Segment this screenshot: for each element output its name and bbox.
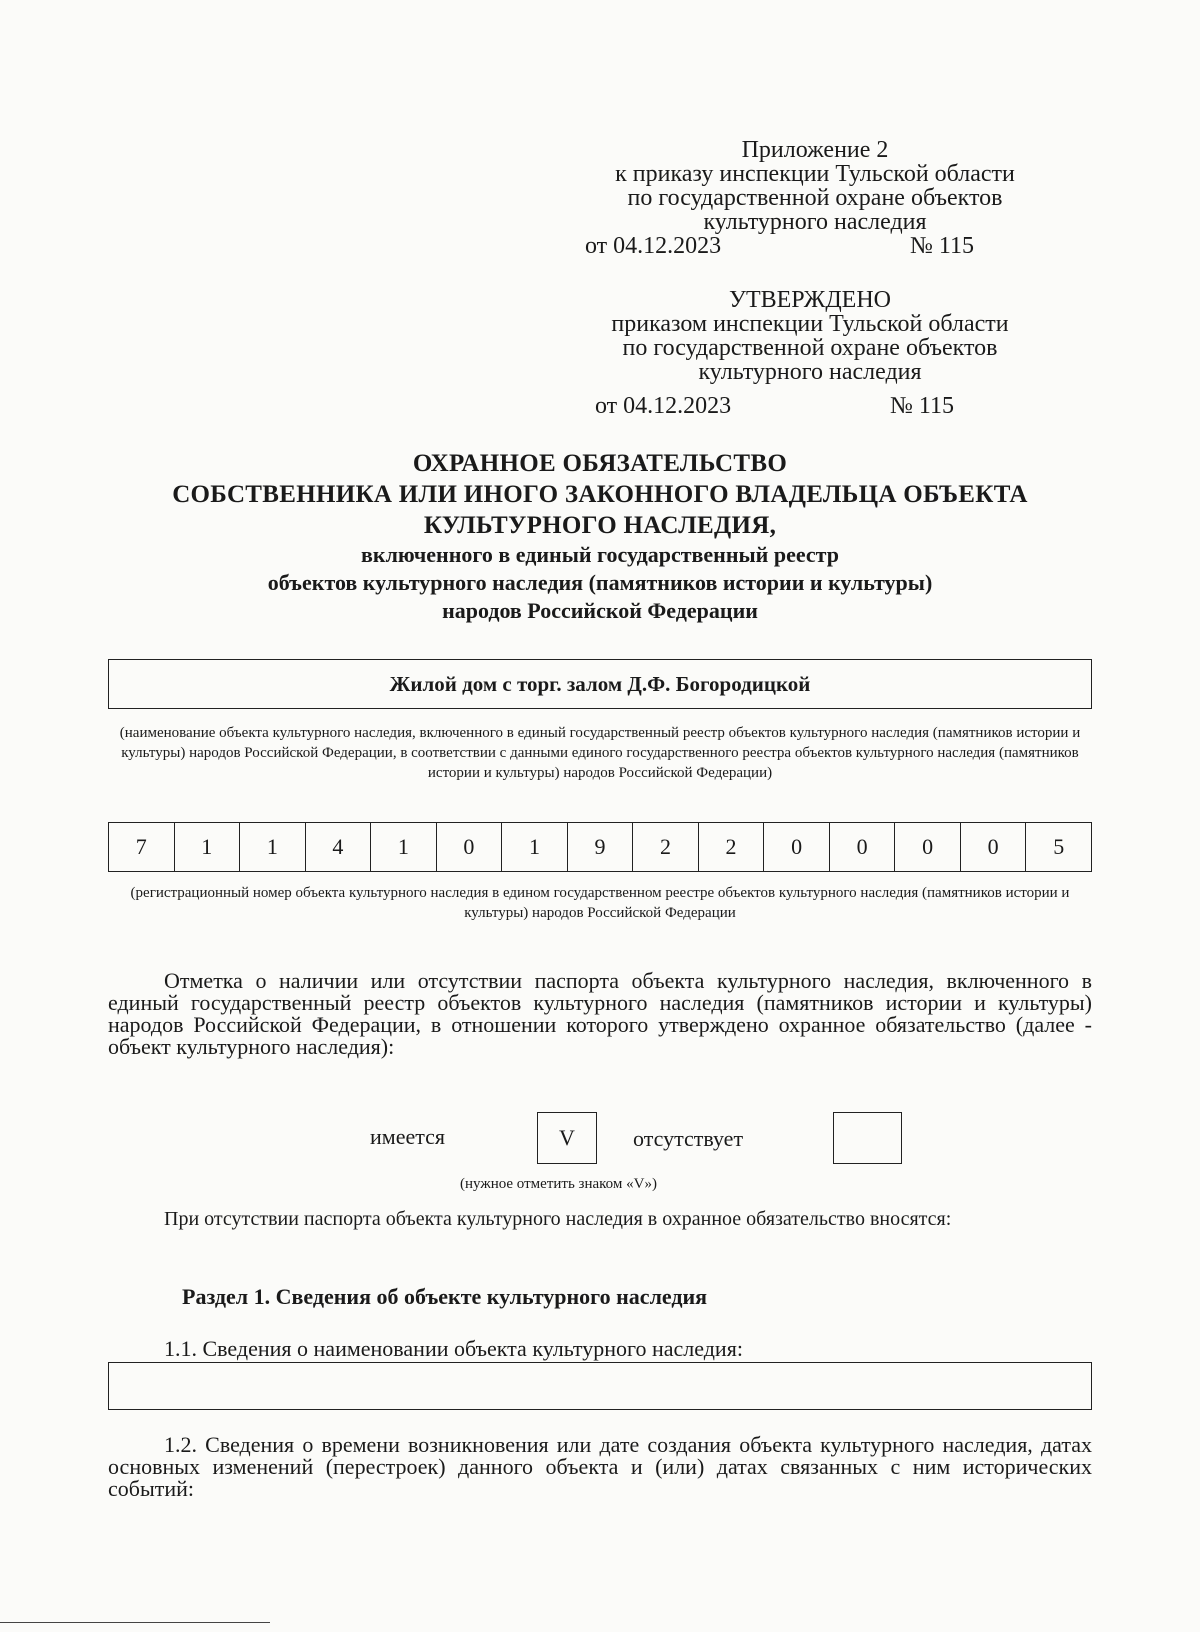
approved-line-2: приказом инспекции Тульской области	[611, 311, 1009, 337]
approved-date: от 04.12.2023	[595, 393, 732, 419]
bottom-rule	[0, 1622, 270, 1623]
appendix-date: от 04.12.2023	[585, 233, 722, 259]
item-1-1-label: 1.1. Сведения о наименовании объекта культурного наследия:	[164, 1336, 743, 1361]
approved-line-1: УТВЕРЖДЕНО	[728, 287, 892, 313]
section-1-heading: Раздел 1. Сведения об объекте культурного наследия	[182, 1284, 708, 1309]
approved-number: № 115	[890, 393, 955, 419]
registration-digit-cell: 5	[1053, 834, 1065, 859]
passport-absent-checkbox[interactable]	[833, 1112, 902, 1164]
title-line-4: включенного в единый государственный реестр	[361, 542, 839, 567]
registration-digit-cell: 1	[175, 823, 241, 871]
registration-digit-cell: 7	[109, 823, 175, 871]
passport-note: Отметка о наличии или отсутствии паспорта объекта культурного наследия, включенного в единый государственный реестр объектов культурного наследия (памятников истории и культуры) народов Российской Федерации, в отношении которого утверждено охранное обязательство (далее - объект культурного наследия):	[108, 968, 1092, 1059]
appendix-line-1: Приложение 2	[741, 137, 889, 163]
passport-present-label: имеется	[370, 1124, 445, 1149]
passport-present-checkbox[interactable]: V	[537, 1112, 597, 1164]
title-line-3: КУЛЬТУРНОГО НАСЛЕДИЯ,	[423, 512, 777, 539]
registration-digit-cell: 0	[961, 823, 1027, 871]
absence-note: При отсутствии паспорта объекта культурного наследия в охранное обязательство вносятся:	[164, 1208, 952, 1230]
passport-absent-label: отсутствует	[633, 1126, 744, 1151]
registration-digit-cell: 4	[306, 823, 372, 871]
appendix-line-4: культурного наследия	[703, 209, 927, 235]
appendix-number: № 115	[910, 233, 975, 259]
appendix-header	[560, 138, 1070, 260]
document-title	[100, 448, 1100, 625]
object-name-field: Жилой дом с торг. залом Д.Ф. Богородицкой	[108, 659, 1092, 709]
mark-caption: (нужное отметить знаком «V»)	[460, 1176, 657, 1192]
registration-digit-cell: 1	[502, 823, 568, 871]
item-1-1-field[interactable]	[108, 1362, 1092, 1410]
approved-line-4: культурного наследия	[698, 359, 922, 385]
approved-order-line	[555, 394, 1065, 420]
appendix-line-2: к приказу инспекции Тульской области	[615, 161, 1015, 187]
approved-line-3: по государственной охране объектов	[622, 335, 998, 361]
registration-digit-cell: 1	[371, 823, 437, 871]
registration-digit-cell: 2	[699, 823, 765, 871]
item-1-2-label: 1.2. Сведения о времени возникновения или дате создания объекта культурного наследия, датах основных изменений (перестроек) данного объекта и (или) датах связанных с ним исторических событий:	[108, 1432, 1092, 1501]
registration-number-grid	[108, 822, 1092, 872]
registration-digit-cell: 0	[895, 823, 961, 871]
appendix-line-3: по государственной охране объектов	[627, 185, 1003, 211]
title-line-5: объектов культурного наследия (памятников истории и культуры)	[267, 570, 933, 595]
registration-digit-cell: 2	[633, 823, 699, 871]
registration-number-caption: (регистрационный номер объекта культурного наследия в едином государственном реестре объектов культурного наследия (памятников истории и культуры) народов Российской Федерации	[130, 885, 1070, 921]
approved-header	[555, 288, 1065, 420]
title-line-2: СОБСТВЕННИКА ИЛИ ИНОГО ЗАКОННОГО ВЛАДЕЛЬЦА ОБЪЕКТА	[172, 481, 1028, 508]
registration-digit-cell: 0	[830, 823, 896, 871]
title-line-1: ОХРАННОЕ ОБЯЗАТЕЛЬСТВО	[412, 450, 788, 477]
registration-digit-cell: 1	[240, 823, 306, 871]
title-line-6: народов Российской Федерации	[442, 598, 758, 623]
appendix-order-line	[560, 234, 1070, 260]
registration-digit-cell: 9	[568, 823, 634, 871]
registration-digit-cell: 0	[764, 823, 830, 871]
registration-digit-cell: 0	[437, 823, 503, 871]
object-name-caption: (наименование объекта культурного наследия, включенного в единый государственный реестр объектов культурного наследия (памятников истории и культуры) народов Российской Федерации, в соответствии с данными единого государственного реестра объектов культурного наследия (памятников истории и культуры) народов Российской Федерации)	[119, 725, 1081, 781]
